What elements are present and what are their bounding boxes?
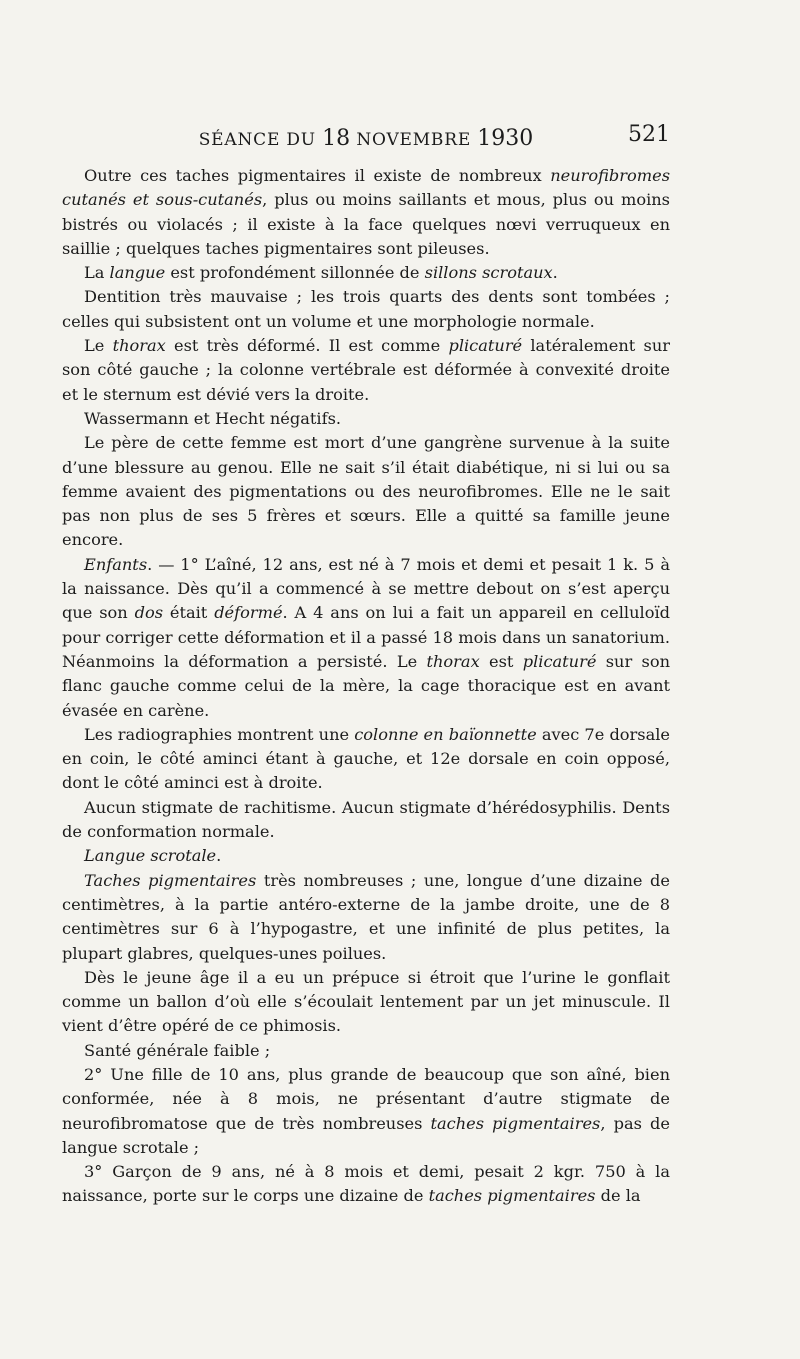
text-run: 3° Garçon de 9 ans, né à 8 mois et demi, pesait 2 kgr. 750 à la naissance, porte sur le corps une dizaine de bbox=[62, 1162, 670, 1206]
paragraph bbox=[62, 1039, 670, 1063]
text-run: est très déformé. Il est comme bbox=[165, 336, 449, 356]
text-run: Wassermann et Hecht négatifs. bbox=[84, 408, 342, 428]
text-run: Outre ces taches pigmentaires il existe de nombreux bbox=[84, 166, 551, 185]
running-header bbox=[62, 122, 670, 156]
page-number: 521 bbox=[628, 122, 670, 147]
italic-run: plicaturé bbox=[448, 336, 523, 356]
italic-run: taches pigmentaires bbox=[430, 1113, 601, 1133]
paragraph bbox=[62, 164, 670, 261]
text-run: Santé générale faible ; bbox=[84, 1040, 271, 1060]
paragraph bbox=[62, 1063, 670, 1160]
italic-run: taches pigmentaires bbox=[428, 1186, 596, 1206]
text-run: 2° Une fille de 10 ans, plus grande de beaucoup que son aîné, bien conformée, née à 8 mois, ne présentant d’autre stigmate de neurofibromatose que de très nombreuses bbox=[62, 1064, 670, 1133]
italic-run: thorax bbox=[112, 336, 166, 356]
header-month: NOVEMBRE bbox=[350, 130, 478, 150]
italic-run: colonne en baïonnette bbox=[354, 724, 537, 744]
paragraph bbox=[62, 966, 670, 1039]
italic-run: dos bbox=[134, 603, 164, 623]
header-title bbox=[62, 126, 670, 151]
text-run: , pas de langue scrotale ; bbox=[62, 1113, 670, 1157]
paragraph bbox=[62, 553, 670, 723]
paragraph bbox=[62, 334, 670, 407]
text-run: . bbox=[552, 263, 558, 283]
text-run: La bbox=[84, 263, 110, 283]
text-run: Le bbox=[84, 336, 113, 356]
paragraph bbox=[62, 796, 670, 845]
paragraph bbox=[62, 723, 670, 796]
italic-run: Enfants bbox=[84, 554, 148, 574]
italic-run: Taches pigmentaires bbox=[84, 870, 257, 890]
italic-run: plicaturé bbox=[522, 651, 597, 671]
italic-run: thorax bbox=[426, 651, 480, 671]
italic-run: sillons scrotaux bbox=[424, 263, 553, 283]
paragraph bbox=[62, 869, 670, 966]
text-run: Le père de cette femme est mort d’une gangrène survenue à la suite d’une blessure au genou. Elle ne sait s’il était diabétique, ni si lui ou sa femme avaient des pigmentations ou des neurofibromes. Elle ne le sait pas non plus de ses 5 frères et sœurs. Elle a quitté sa famille jeune encore. bbox=[62, 433, 670, 550]
text-run: , plus ou moins saillants et mous, plus ou moins bistrés ou violacés ; il existe à la face quelques nœvi verruqueux en saillie ; quelques taches pigmentaires sont pileuses. bbox=[62, 190, 670, 258]
paragraph bbox=[62, 285, 670, 334]
italic-run: Langue scrotale bbox=[84, 846, 217, 866]
paragraph bbox=[62, 844, 670, 868]
body-text bbox=[62, 164, 670, 1209]
paragraph bbox=[62, 261, 670, 285]
text-run: était bbox=[163, 603, 215, 623]
text-run: Aucun stigmate de rachitisme. Aucun stigmate d’hérédosyphilis. Dents de conformation normale. bbox=[62, 797, 670, 842]
text-run: avec 7e dorsale en coin, le côté aminci étant à gauche, et 12e dorsale en coin opposé, dont le côté aminci est à droite. bbox=[62, 724, 671, 793]
text-run: sur son flanc gauche comme celui de la mère, la cage thoracique est en avant évasée en carène. bbox=[62, 651, 670, 720]
paragraph bbox=[62, 1160, 670, 1209]
text-run: est profondément sillonnée de bbox=[165, 263, 425, 283]
text-run: est bbox=[479, 651, 523, 671]
header-day: 18 bbox=[322, 126, 351, 151]
text-run: de la bbox=[595, 1186, 641, 1206]
text-run: Dentition très mauvaise ; les trois quarts des dents sont tombées ; celles qui subsistent ont un volume et une morphologie normale. bbox=[62, 287, 670, 331]
text-run: Dès le jeune âge il a eu un prépuce si étroit que l’urine le gonflait comme un ballon d’où elle s’écoulait lentement par un jet minuscule. Il vient d’être opéré de ce phimosis. bbox=[62, 967, 670, 1036]
text-run: . A 4 ans on lui a fait un appareil en celluloïd pour corriger cette déformation et il a passé 18 mois dans un sanatorium. Néanmoins la déformation a persisté. Le bbox=[62, 603, 670, 671]
paragraph bbox=[62, 407, 670, 431]
italic-run: neurofibromes cutanés et sous-cutanés bbox=[62, 166, 670, 210]
text-run: . bbox=[216, 846, 222, 866]
text-run: . — 1° L’aîné, 12 ans, est né à 7 mois et demi et pesait 1 k. 5 à la naissance. Dès qu’il a commencé à se mettre debout on s’est aperçu que son bbox=[62, 554, 670, 623]
italic-run: langue bbox=[109, 263, 166, 283]
paragraph bbox=[62, 431, 670, 552]
text-run: très nombreuses ; une, longue d’une dizaine de centimètres, à la partie antéro-externe de la jambe droite, une de 8 centimètres sur 6 à l’hypogastre, et une infinité de plus petites, la plupart glabres, quelques-unes poilues. bbox=[62, 870, 670, 963]
text-run: Les radiographies montrent une bbox=[84, 724, 355, 744]
text-run: latéralement sur son côté gauche ; la colonne vertébrale est déformée à convexité droite et le sternum est dévié vers la droite. bbox=[62, 336, 670, 404]
header-seance: SÉANCE DU bbox=[198, 130, 323, 150]
italic-run: déformé bbox=[214, 603, 283, 623]
header-year: 1930 bbox=[477, 126, 534, 151]
